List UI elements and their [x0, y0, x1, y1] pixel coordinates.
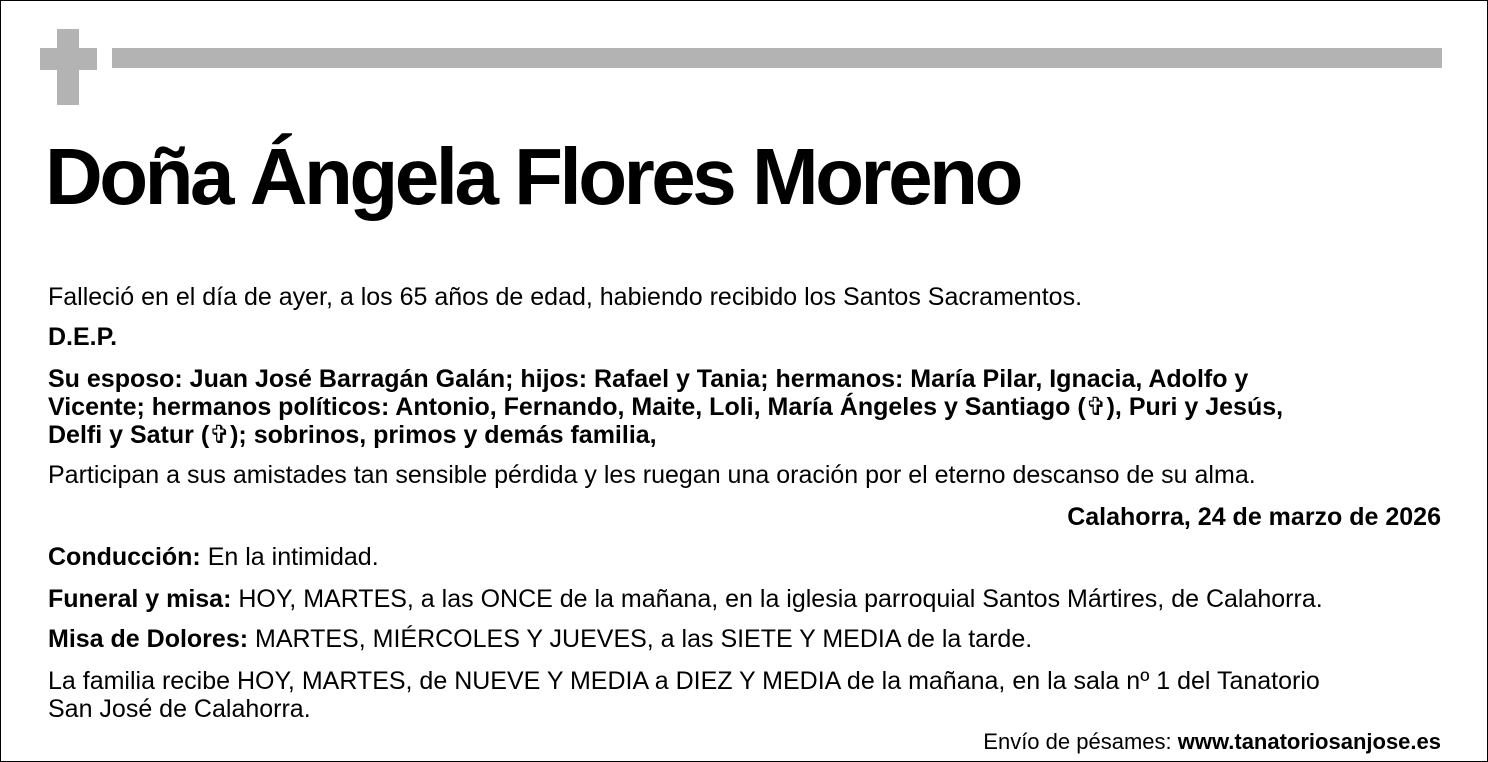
familia-recibe-line-2: San José de Calahorra.	[48, 695, 311, 723]
misa-dolores-line	[48, 625, 1032, 653]
cross-icon-arm	[40, 48, 97, 70]
funeral-line	[48, 585, 1323, 613]
death-notice-text: Falleció en el día de ayer, a los 65 años de edad, habiendo recibido los Santos Sacramentos.	[48, 283, 1083, 311]
familia-recibe-line-1: La familia recibe HOY, MARTES, de NUEVE Y MEDIA a DIEZ Y MEDIA de la mañana, en la sala nº 1 del Tanatorio	[48, 667, 1320, 695]
header-bar	[112, 48, 1442, 68]
deceased-name: Doña Ángela Flores Moreno	[45, 132, 1020, 221]
family-line-1: Su esposo: Juan José Barragán Galán; hijos: Rafael y Tania; hermanos: María Pilar, Ignacia, Adolfo y	[48, 365, 1249, 393]
family-line-3: Delfi y Satur (✞); sobrinos, primos y demás familia,	[48, 421, 657, 449]
place-date: Calahorra, 24 de marzo de 2026	[1067, 503, 1441, 531]
conduccion-label: Conducción:	[48, 543, 201, 571]
conduccion-text: En la intimidad.	[200, 543, 379, 571]
participan-text: Participan a sus amistades tan sensible pérdida y les ruegan una oración por el eterno descanso de su alma.	[48, 461, 1256, 489]
pesames-link[interactable]: www.tanatoriosanjose.es	[1177, 729, 1441, 754]
deceased-cross-icon: ✞	[209, 421, 231, 449]
misa-dolores-label: Misa de Dolores:	[48, 625, 249, 653]
deceased-cross-icon: ✞	[1085, 393, 1107, 421]
family-line-2: Vicente; hermanos políticos: Antonio, Fernando, Maite, Loli, María Ángeles y Santiago (✞), Puri y Jesús,	[48, 393, 1284, 421]
pesames-line	[983, 728, 1441, 756]
conduccion-line	[48, 543, 379, 571]
dep-text: D.E.P.	[48, 323, 118, 351]
pesames-label: Envío de pésames:	[983, 729, 1178, 754]
funeral-text: HOY, MARTES, a las ONCE de la mañana, en la iglesia parroquial Santos Mártires, de Calahorra.	[231, 585, 1323, 613]
funeral-label: Funeral y misa:	[48, 585, 232, 613]
misa-dolores-text: MARTES, MIÉRCOLES Y JUEVES, a las SIETE Y MEDIA de la tarde.	[248, 625, 1033, 653]
